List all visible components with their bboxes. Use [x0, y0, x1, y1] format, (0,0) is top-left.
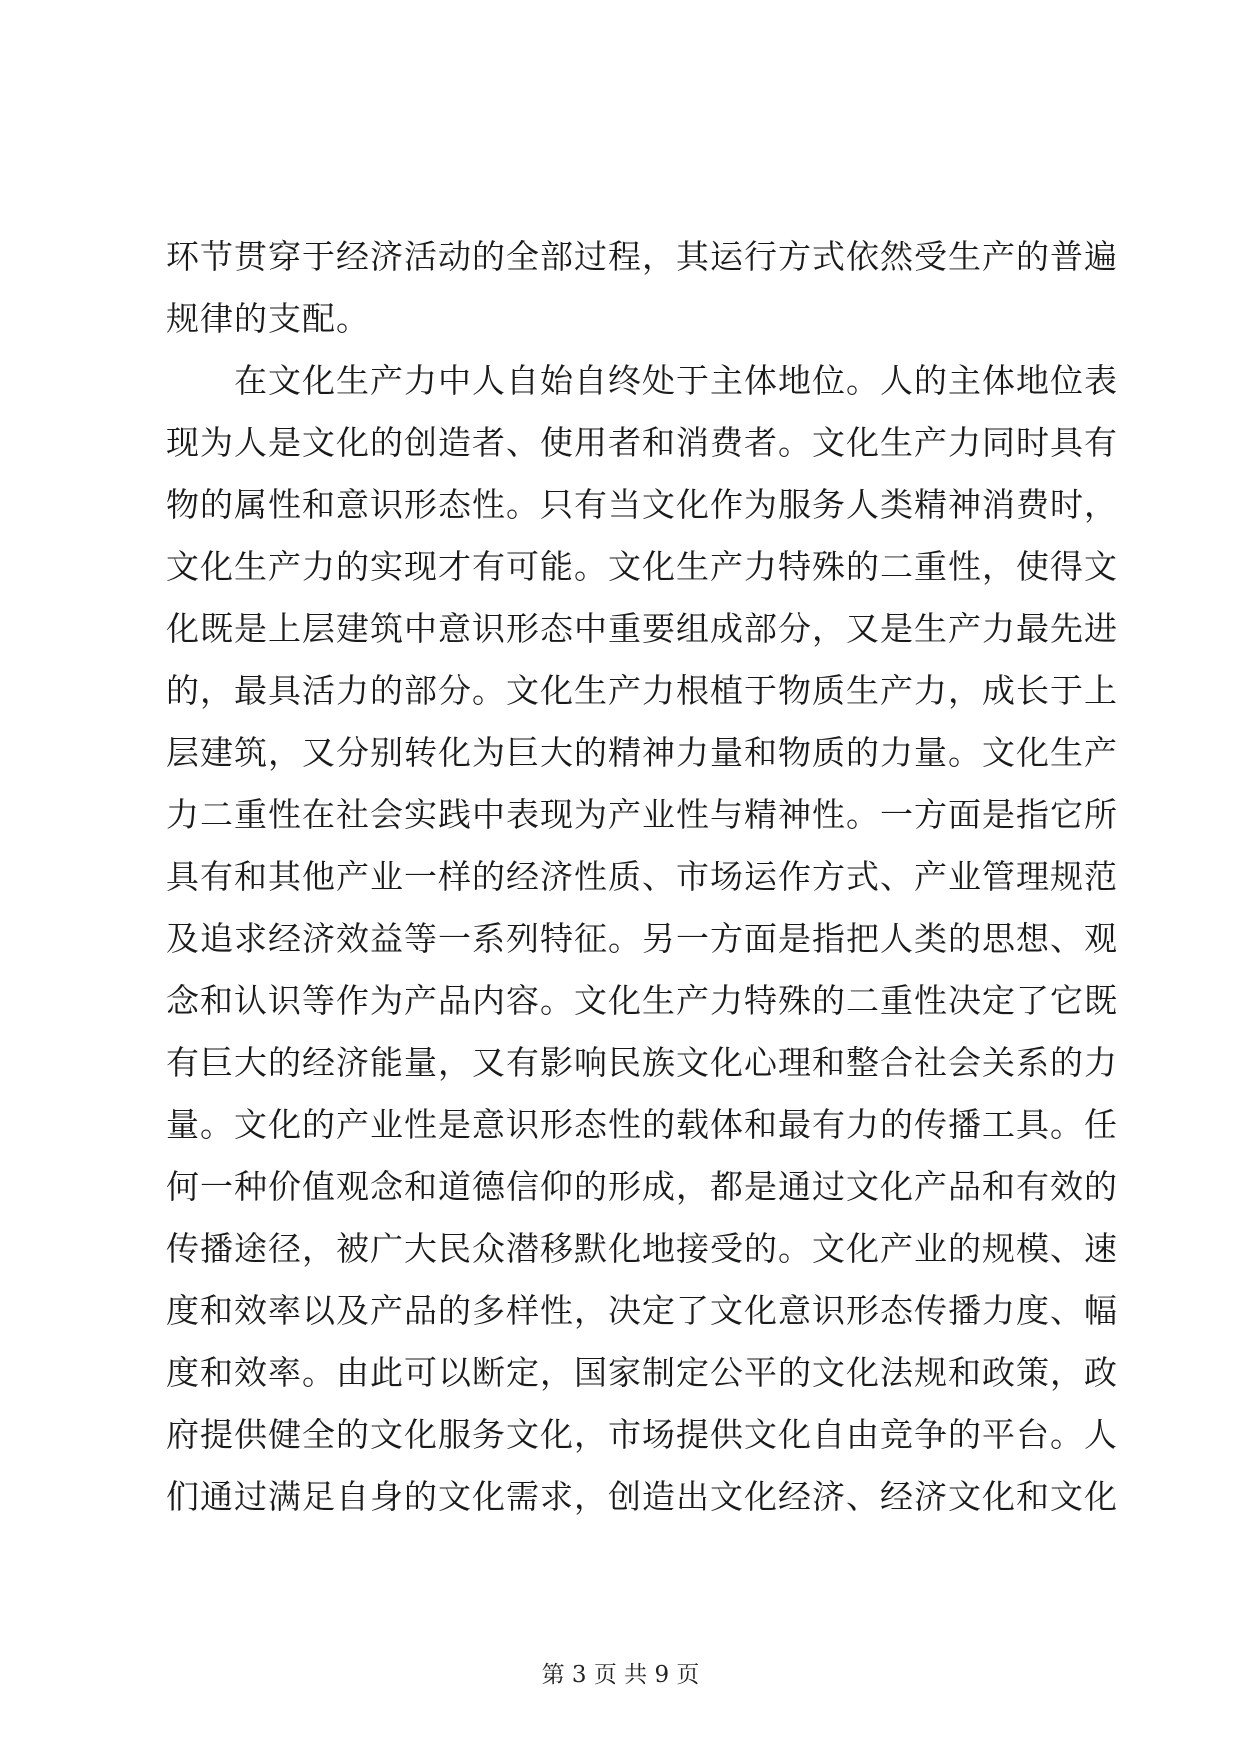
- text-line: 度和效率以及产品的多样性，决定了文化意识形态传播力度、幅: [166, 1291, 1118, 1330]
- text-line: 环节贯穿于经济活动的全部过程，其运行方式依然受生产的普遍: [166, 237, 1118, 276]
- text-line: 有巨大的经济能量，又有影响民族文化心理和整合社会关系的力: [166, 1043, 1118, 1082]
- text-line: 们通过满足自身的文化需求，创造出文化经济、经济文化和文化: [166, 1477, 1118, 1516]
- text-line: 物的属性和意识形态性。只有当文化作为服务人类精神消费时，: [166, 485, 1118, 524]
- text-line: 量。文化的产业性是意识形态性的载体和最有力的传播工具。任: [166, 1105, 1118, 1144]
- text-line: 传播途径，被广大民众潜移默化地接受的。文化产业的规模、速: [166, 1229, 1118, 1268]
- page-number-footer: 第 3 页 共 9 页: [541, 1662, 700, 1688]
- text-line: 层建筑，又分别转化为巨大的精神力量和物质的力量。文化生产: [166, 733, 1118, 772]
- text-line: 文化生产力的实现才有可能。文化生产力特殊的二重性，使得文: [166, 547, 1118, 586]
- text-line: 的，最具活力的部分。文化生产力根植于物质生产力，成长于上: [166, 671, 1118, 710]
- text-line: 在文化生产力中人自始自终处于主体地位。人的主体地位表: [166, 361, 1118, 400]
- text-line: 府提供健全的文化服务文化，市场提供文化自由竞争的平台。人: [166, 1415, 1118, 1454]
- text-line: 何一种价值观念和道德信仰的形成，都是通过文化产品和有效的: [166, 1167, 1118, 1206]
- text-line: 具有和其他产业一样的经济性质、市场运作方式、产业管理规范: [166, 857, 1118, 896]
- text-line: 化既是上层建筑中意识形态中重要组成部分，又是生产力最先进: [166, 609, 1118, 648]
- text-line: 力二重性在社会实践中表现为产业性与精神性。一方面是指它所: [166, 795, 1118, 834]
- text-line: 度和效率。由此可以断定，国家制定公平的文化法规和政策，政: [166, 1353, 1118, 1392]
- text-line: 及追求经济效益等一系列特征。另一方面是指把人类的思想、观: [166, 919, 1118, 958]
- text-line: 规律的支配。: [166, 299, 370, 338]
- body-text: [166, 226, 1118, 1528]
- text-line: 现为人是文化的创造者、使用者和消费者。文化生产力同时具有: [166, 423, 1118, 462]
- text-line: 念和认识等作为产品内容。文化生产力特殊的二重性决定了它既: [166, 981, 1118, 1020]
